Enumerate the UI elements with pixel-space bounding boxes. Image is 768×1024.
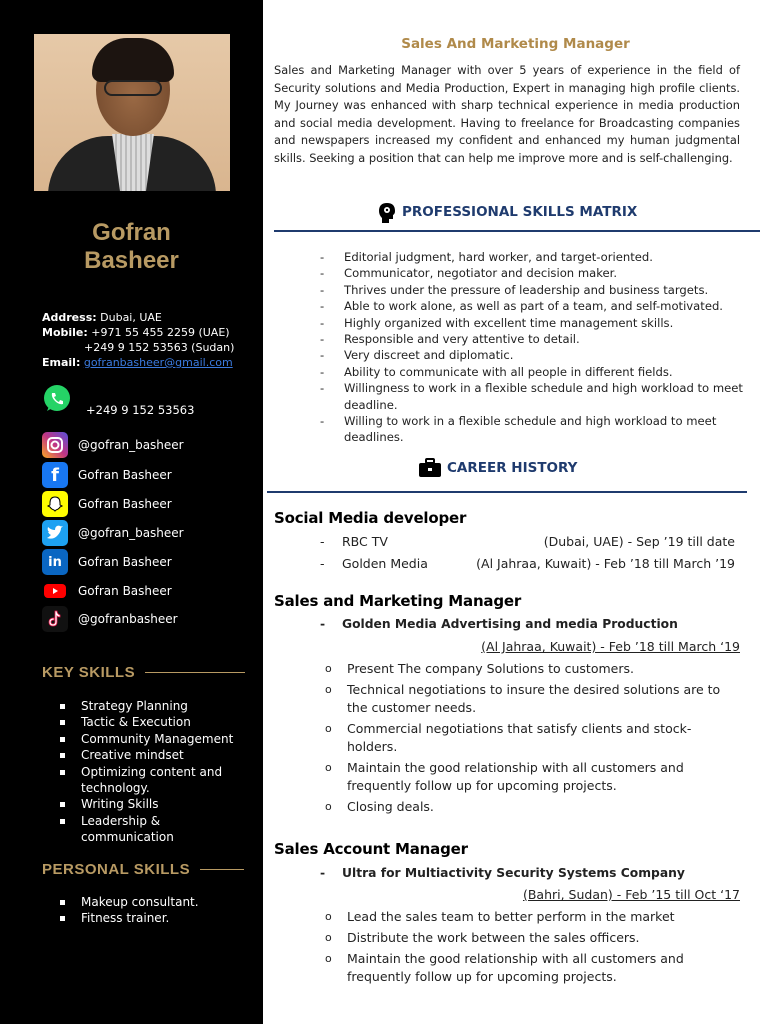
list-item: - Editorial judgment, hard worker, and target-oriented. — [320, 249, 750, 265]
list-item: Optimizing content and technology. — [58, 764, 248, 797]
head-gear-icon — [377, 202, 397, 222]
role-row: - RBC TV (Dubai, UAE) - Sep ’19 till date — [320, 534, 735, 549]
snapchat-icon — [42, 491, 68, 517]
role-title: Sales and Marketing Manager — [274, 592, 522, 610]
list-item: o Commercial negotiations that satisfy clients and stock-holders. — [323, 720, 723, 756]
whatsapp-number: +249 9 152 53563 — [86, 403, 195, 417]
list-item: Strategy Planning — [58, 698, 248, 714]
personal-skills-list — [58, 894, 248, 927]
company-row: - Golden Media Advertising and media Production — [320, 617, 678, 631]
social-snapchat[interactable]: Gofran Basheer — [42, 491, 172, 517]
list-item: Fitness trainer. — [58, 910, 248, 926]
twitter-icon — [42, 520, 68, 546]
skills-matrix-heading: PROFESSIONAL SKILLS MATRIX — [377, 202, 637, 222]
headline: Sales And Marketing Manager — [401, 36, 630, 52]
list-item: Writing Skills — [58, 796, 248, 812]
list-item: - Thrives under the pressure of leadership and business targets. — [320, 282, 750, 298]
email-link[interactable]: gofranbasheer@gmail.com — [83, 356, 233, 369]
personal-skills-heading: PERSONAL SKILLS — [42, 861, 244, 878]
list-item: - Ability to communicate with all people in different fields. — [320, 364, 750, 380]
role-duties — [323, 660, 723, 819]
key-skills-list — [58, 698, 248, 846]
list-item: o Distribute the work between the sales officers. — [323, 929, 723, 947]
tiktok-icon — [42, 606, 68, 632]
role-dates: (Bahri, Sudan) - Feb ’15 till Oct ‘17 — [522, 887, 740, 902]
list-item: o Lead the sales team to better perform in the market — [323, 908, 723, 926]
role-row: - Golden Media (Al Jahraa, Kuwait) - Feb ’18 till March ’19 — [320, 556, 735, 571]
last-name: Basheer — [84, 247, 179, 274]
career-history-heading: CAREER HISTORY — [418, 458, 577, 478]
social-facebook[interactable]: f Gofran Basheer — [42, 462, 172, 488]
list-item: o Maintain the good relationship with all customers and frequently follow up for upcoming projects. — [323, 950, 723, 986]
list-item: Leadership & communication — [58, 813, 248, 846]
social-tiktok[interactable]: @gofranbasheer — [42, 606, 178, 632]
list-item: Tactic & Execution — [58, 714, 248, 730]
list-item: o Closing deals. — [323, 798, 723, 816]
instagram-icon — [42, 432, 68, 458]
divider — [274, 230, 760, 232]
company-row: - Ultra for Multiactivity Security Systems Company — [320, 866, 685, 880]
social-youtube[interactable]: Gofran Basheer — [42, 578, 172, 604]
profile-photo — [34, 34, 230, 191]
linkedin-icon: in — [42, 549, 68, 575]
email-line: Email: gofranbasheer@gmail.com — [42, 356, 233, 369]
role-dates: (Al Jahraa, Kuwait) - Feb ’18 till March ‘19 — [481, 639, 740, 654]
youtube-icon — [42, 578, 68, 604]
list-item: Creative mindset — [58, 747, 248, 763]
list-item: o Present The company Solutions to customers. — [323, 660, 723, 678]
list-item: - Able to work alone, as well as part of a team, and self-motivated. — [320, 298, 750, 314]
list-item: - Willingness to work in a flexible schedule and high workload to meet deadline. — [320, 380, 750, 413]
social-twitter[interactable]: @gofran_basheer — [42, 520, 184, 546]
mobile-line: Mobile: +971 55 455 2259 (UAE) — [42, 326, 230, 339]
address-line: Address: Dubai, UAE — [42, 311, 162, 324]
key-skills-heading: KEY SKILLS — [42, 664, 245, 681]
role-title: Social Media developer — [274, 509, 467, 527]
social-instagram[interactable]: @gofran_basheer — [42, 432, 184, 458]
facebook-icon: f — [42, 462, 68, 488]
role-title: Sales Account Manager — [274, 840, 468, 858]
divider — [267, 491, 747, 493]
mobile-line-2: +249 9 152 53563 (Sudan) — [84, 341, 235, 354]
list-item: Community Management — [58, 731, 248, 747]
list-item: Makeup consultant. — [58, 894, 248, 910]
sidebar — [0, 0, 263, 1024]
whatsapp-icon — [42, 384, 72, 414]
list-item: - Very discreet and diplomatic. — [320, 347, 750, 363]
whatsapp-row — [42, 386, 72, 412]
main-content — [263, 0, 768, 1024]
first-name: Gofran — [92, 219, 171, 246]
list-item: - Communicator, negotiator and decision maker. — [320, 265, 750, 281]
role-duties — [323, 908, 723, 989]
summary-text: Sales and Marketing Manager with over 5 years of experience in the field of Security solutions and Media Production, Expert in managing high profile clients. My Journey was enhanced with sharp technical experience in media production and social media development. Having to freelance for Broadcasting companies and newspapers increased my confident and enhanced my human judgmental skills. Seeking a position that can help me improve more and is self-challenging. — [274, 63, 740, 165]
list-item: o Technical negotiations to insure the desired solutions are to the customer needs. — [323, 681, 723, 717]
list-item: - Highly organized with excellent time management skills. — [320, 315, 750, 331]
briefcase-icon — [418, 458, 442, 478]
list-item: - Responsible and very attentive to detail. — [320, 331, 750, 347]
social-linkedin[interactable]: in Gofran Basheer — [42, 549, 172, 575]
list-item: o Maintain the good relationship with all customers and frequently follow up for upcoming projects. — [323, 759, 723, 795]
list-item: - Willing to work in a flexible schedule and high workload to meet deadlines. — [320, 413, 750, 446]
skills-matrix-list — [320, 249, 750, 446]
